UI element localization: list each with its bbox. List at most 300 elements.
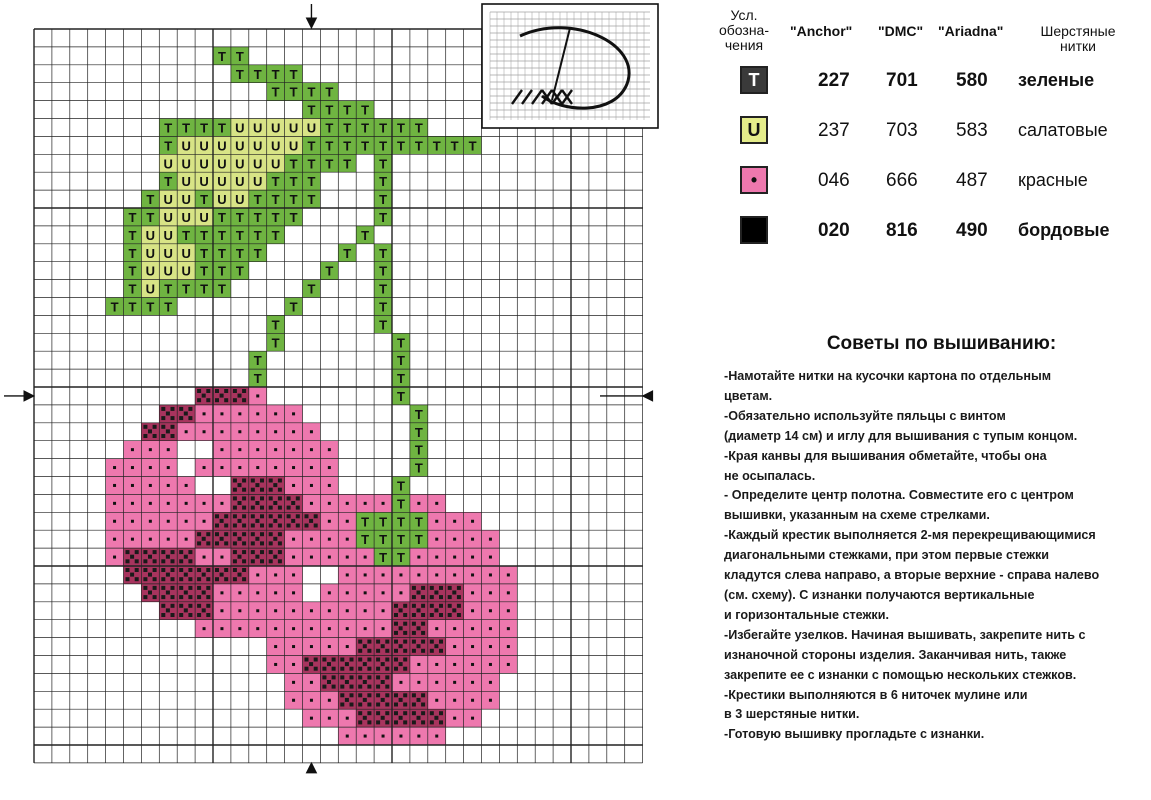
stitch-symbol-t: T — [128, 281, 137, 297]
stitch-dot — [382, 609, 385, 612]
tip-emphasis: пяльцы — [896, 408, 946, 423]
stitch-check — [367, 667, 371, 671]
stitch-dot — [453, 663, 456, 666]
stitch-symbol-u: U — [199, 138, 209, 154]
stitch-dot — [310, 430, 313, 433]
stitch-check — [358, 685, 362, 689]
stitch-symbol-t: T — [235, 227, 244, 243]
stitch-check — [233, 541, 237, 545]
stitch-check — [421, 604, 425, 608]
tip-text: - — [724, 408, 729, 423]
stitch-check — [179, 550, 183, 554]
stitch-dot — [346, 573, 349, 576]
stitch-dot — [471, 520, 474, 523]
stitch-dot — [346, 717, 349, 720]
stitch-check — [385, 720, 389, 724]
stitch-check — [233, 559, 237, 563]
stitch-check — [166, 573, 170, 577]
stitch-check — [439, 649, 443, 653]
stitch-check — [153, 577, 157, 581]
tip-text: закрепите ее с изнанки с помощью нескольких стежков. — [724, 667, 1077, 682]
stitch-dot — [453, 627, 456, 630]
legend-anchor-number: 020 — [818, 220, 850, 241]
legend-anchor-number: 237 — [818, 120, 850, 141]
stitch-check — [238, 519, 242, 523]
stitch-dot — [167, 448, 170, 451]
stitch-symbol-t: T — [379, 317, 388, 333]
tip-line — [724, 705, 1149, 725]
stitch-check — [314, 658, 318, 662]
stitch-dot — [131, 538, 134, 541]
stitch-check — [206, 568, 210, 572]
stitch-check — [417, 698, 421, 702]
stitch-symbol-t: T — [164, 281, 173, 297]
stitch-symbol-t: T — [235, 48, 244, 64]
stitch-check — [148, 555, 152, 559]
stitch-dot — [203, 520, 206, 523]
stitch-check — [273, 555, 277, 559]
stitch-check — [197, 532, 201, 536]
stitch-check — [269, 496, 273, 500]
stitch-check — [171, 568, 175, 572]
stitch-check — [161, 559, 165, 563]
stitch-dot — [328, 448, 331, 451]
stitch-symbol-u: U — [163, 245, 173, 261]
stitch-dot — [238, 448, 241, 451]
stitch-check — [367, 703, 371, 707]
stitch-check — [350, 685, 354, 689]
stitch-check — [251, 479, 255, 483]
stitch-check — [381, 716, 385, 720]
stitch-check — [417, 644, 421, 648]
stitch-dot — [203, 412, 206, 415]
stitch-check — [215, 541, 219, 545]
stitch-check — [251, 541, 255, 545]
stitch-symbol-u: U — [235, 120, 245, 136]
stitch-check — [322, 667, 326, 671]
stitch-check — [188, 568, 192, 572]
stitch-check — [242, 577, 246, 581]
stitch-check — [403, 720, 407, 724]
stitch-check — [381, 698, 385, 702]
legend-header-ariadna: "Ariadna" — [938, 23, 1004, 39]
stitch-check — [135, 577, 139, 581]
stitch-symbol-t: T — [325, 84, 334, 100]
stitch-symbol-t: T — [200, 120, 209, 136]
stitch-symbol-t: T — [289, 209, 298, 225]
stitch-check — [412, 693, 416, 697]
stitch-check — [215, 514, 219, 518]
tip-line — [724, 427, 1149, 447]
stitch-check — [296, 514, 300, 518]
stitch-check — [430, 595, 434, 599]
stitch-check — [269, 559, 273, 563]
stitch-check — [376, 675, 380, 679]
stitch-check — [278, 479, 282, 483]
stitch-check — [143, 586, 147, 590]
stitch-symbol-t: T — [343, 120, 352, 136]
stitch-check — [179, 416, 183, 420]
stitch-check — [233, 506, 237, 510]
stitch-dot — [310, 699, 313, 702]
stitch-check — [184, 555, 188, 559]
stitch-symbol-t: T — [379, 532, 388, 548]
stitch-symbol-t: T — [414, 460, 423, 476]
stitch-symbol-u: U — [306, 120, 317, 136]
stitch-dot — [435, 538, 438, 541]
stitch-dot — [417, 502, 420, 505]
stitch-check — [197, 398, 201, 402]
stitch-check — [161, 434, 165, 438]
stitch-check — [179, 559, 183, 563]
legend-ariadna-number: 580 — [956, 70, 988, 91]
stitch-check — [242, 506, 246, 510]
stitch-symbol-u: U — [199, 209, 209, 225]
legend-anchor-number: 227 — [818, 70, 850, 91]
stitch-check — [269, 514, 273, 518]
stitch-dot — [489, 591, 492, 594]
stitch-symbol-u: U — [235, 192, 245, 208]
stitch-dot — [328, 502, 331, 505]
stitch-symbol-t: T — [307, 174, 316, 190]
stitch-check — [457, 586, 461, 590]
stitch-dot — [238, 412, 241, 415]
stitch-check — [148, 591, 152, 595]
stitch-check — [153, 434, 157, 438]
stitch-check — [242, 541, 246, 545]
stitch-dot — [256, 591, 259, 594]
stitch-check — [421, 586, 425, 590]
stitch-dot — [435, 627, 438, 630]
stitch-check — [399, 626, 403, 630]
stitch-check — [287, 514, 291, 518]
stitch-check — [430, 613, 434, 617]
stitch-check — [197, 568, 201, 572]
stitch-check — [457, 604, 461, 608]
stitch-dot — [346, 645, 349, 648]
stitch-symbol-t: T — [271, 317, 280, 333]
stitch-check — [340, 693, 344, 697]
stitch-symbol-t: T — [414, 406, 423, 422]
tip-line — [724, 606, 1149, 626]
stitch-symbol-u: U — [181, 138, 191, 154]
stitch-check — [255, 501, 259, 505]
stitch-dot — [489, 681, 492, 684]
stitch-symbol-t: T — [289, 192, 298, 208]
stitch-symbol-t: T — [379, 209, 388, 225]
stitch-check — [296, 506, 300, 510]
stitch-check — [385, 667, 389, 671]
legend-dmc-number: 816 — [886, 220, 918, 241]
stitch-check — [161, 604, 165, 608]
stitch-check — [179, 586, 183, 590]
stitch-dot — [346, 591, 349, 594]
stitch-symbol-u: U — [253, 156, 263, 172]
stitch-check — [233, 389, 237, 393]
legend-row — [712, 62, 1142, 96]
stitch-dot — [292, 573, 295, 576]
tip-line — [724, 725, 1149, 745]
stitch-check — [278, 550, 282, 554]
stitch-check — [202, 591, 206, 595]
stitch-check — [188, 407, 192, 411]
stitch-check — [376, 640, 380, 644]
stitch-dot — [238, 591, 241, 594]
stitch-dot — [292, 430, 295, 433]
stitch-dot — [471, 681, 474, 684]
stitch-dot — [435, 681, 438, 684]
stitch-check — [148, 573, 152, 577]
stitch-check — [260, 506, 264, 510]
stitch-dot — [364, 502, 367, 505]
stitch-check — [143, 568, 147, 572]
stitch-check — [350, 693, 354, 697]
stitch-symbol-t: T — [271, 335, 280, 351]
stitch-symbol-t: T — [396, 371, 405, 387]
stitch-check — [197, 604, 201, 608]
stitch-check — [358, 640, 362, 644]
stitch-dot — [238, 466, 241, 469]
tip-text: используйте — [810, 408, 897, 423]
stitch-check — [197, 613, 201, 617]
stitch-check — [322, 658, 326, 662]
stitch-dot — [113, 502, 116, 505]
stitch-check — [412, 604, 416, 608]
stitch-check — [399, 698, 403, 702]
stitch-check — [215, 577, 219, 581]
stitch-check — [309, 519, 313, 523]
stitch-check — [403, 649, 407, 653]
stitch-check — [322, 685, 326, 689]
stitch-check — [269, 488, 273, 492]
stitch-check — [394, 658, 398, 662]
stitch-check — [242, 568, 246, 572]
tip-line — [724, 447, 1149, 467]
tip-line — [724, 686, 1149, 706]
stitch-check — [381, 680, 385, 684]
grid-lines — [34, 29, 643, 763]
stitch-dot — [453, 699, 456, 702]
stitch-check — [376, 685, 380, 689]
stitch-symbol-t: T — [271, 66, 280, 82]
stitch-check — [332, 685, 336, 689]
stitch-dot — [382, 627, 385, 630]
stitch-symbol-t: T — [396, 138, 405, 154]
stitch-check — [206, 586, 210, 590]
stitch-dot — [382, 591, 385, 594]
tip-line — [724, 506, 1149, 526]
stitch-check — [363, 644, 367, 648]
stitch-check — [457, 595, 461, 599]
stitch-dot — [203, 627, 206, 630]
stitch-dot — [292, 556, 295, 559]
stitch-dot — [292, 412, 295, 415]
stitch-check — [260, 532, 264, 536]
stitch-check — [197, 541, 201, 545]
stitch-check — [394, 622, 398, 626]
stitch-check — [332, 667, 336, 671]
stitch-symbol-t: T — [414, 442, 423, 458]
arrow-head-top — [306, 18, 316, 28]
stitch-symbol-u: U — [199, 174, 209, 190]
stitch-check — [394, 649, 398, 653]
stitch-dot — [167, 502, 170, 505]
stitch-symbol-t: T — [253, 192, 262, 208]
stitch-check — [260, 514, 264, 518]
stitch-check — [296, 524, 300, 528]
stitch-dot — [328, 717, 331, 720]
tip-line — [724, 586, 1149, 606]
stitch-check — [242, 488, 246, 492]
stitch-dot — [256, 448, 259, 451]
tip-text: -Каждый крестик выполняется 2-мя перекрещивающимися — [724, 528, 1096, 543]
stitch-check — [242, 496, 246, 500]
stitch-symbol-t: T — [396, 478, 405, 494]
stitch-dot — [489, 663, 492, 666]
legend-swatch: T — [740, 66, 768, 94]
tip-line — [724, 646, 1149, 666]
stitch-symbol-t: T — [396, 532, 405, 548]
tip-line — [724, 626, 1149, 646]
stitch-dot — [292, 663, 295, 666]
stitch-dot — [471, 591, 474, 594]
stitch-symbol-u: U — [181, 263, 191, 279]
stitch-dot — [435, 520, 438, 523]
stitch-dot — [131, 448, 134, 451]
stitch-dot — [274, 645, 277, 648]
stitch-dot — [292, 699, 295, 702]
stitch-symbol-u: U — [270, 156, 281, 172]
stitch-dot — [238, 609, 241, 612]
stitch-check — [260, 479, 264, 483]
stitch-dot — [346, 520, 349, 523]
stitch-dot — [507, 609, 510, 612]
stitch-check — [345, 662, 349, 666]
stitch-check — [448, 604, 452, 608]
stitch-symbol-t: T — [164, 174, 173, 190]
legend-wool-name: красные — [1018, 170, 1088, 190]
stitch-check — [233, 577, 237, 581]
stitch-dot — [292, 448, 295, 451]
stitch-check — [206, 613, 210, 617]
stitch-dot — [310, 627, 313, 630]
stitch-check — [412, 586, 416, 590]
tip-text: в — [724, 707, 736, 722]
stitch-symbol-t: T — [146, 192, 155, 208]
stitch-symbol-t: T — [325, 120, 334, 136]
stitch-check — [197, 586, 201, 590]
stitch-symbol-t: T — [289, 174, 298, 190]
stitch-symbol-t: T — [217, 263, 226, 279]
stitch-check — [367, 711, 371, 715]
stitch-symbol-u: U — [163, 263, 173, 279]
stitch-check — [233, 524, 237, 528]
stitch-check — [403, 613, 407, 617]
stitch-check — [434, 591, 438, 595]
legend-dmc-number: 666 — [886, 170, 918, 191]
stitch-check — [412, 622, 416, 626]
stitch-check — [171, 407, 175, 411]
tip-text: не осыпалась. — [724, 468, 816, 483]
stitch-dot — [399, 681, 402, 684]
stitch-dot — [489, 699, 492, 702]
stitch-symbol-t: T — [414, 532, 423, 548]
stitch-dot — [131, 520, 134, 523]
stitch-check — [153, 586, 157, 590]
stitch-symbol-u: U — [253, 174, 263, 190]
stitch-dot — [256, 430, 259, 433]
stitch-dot — [220, 466, 223, 469]
stitch-check — [448, 613, 452, 617]
stitch-check — [242, 550, 246, 554]
stitch-check — [238, 537, 242, 541]
stitch-dot — [453, 717, 456, 720]
stitch-dot — [364, 556, 367, 559]
stitch-check — [376, 649, 380, 653]
stitch-check — [179, 604, 183, 608]
stitch-check — [224, 398, 228, 402]
stitch-symbol-t: T — [289, 299, 298, 315]
legend-row — [712, 162, 1142, 196]
stitch-dot — [149, 448, 152, 451]
stitch-dot — [220, 412, 223, 415]
stitch-dot — [167, 520, 170, 523]
tip-line — [724, 526, 1149, 546]
stitch-check — [153, 425, 157, 429]
stitch-check — [403, 667, 407, 671]
stitch-dot — [274, 627, 277, 630]
stitch-dot — [310, 502, 313, 505]
stitch-check — [233, 496, 237, 500]
stitch-dot — [507, 591, 510, 594]
stitch-check — [399, 716, 403, 720]
stitch-symbol-t: T — [396, 550, 405, 566]
stitch-check — [385, 640, 389, 644]
stitch-dot — [328, 484, 331, 487]
stitch-check — [394, 711, 398, 715]
stitch-symbol-t: T — [217, 245, 226, 261]
stitch-dot — [489, 573, 492, 576]
stitch-dot — [292, 591, 295, 594]
stitch-symbol-u: U — [253, 120, 263, 136]
stitch-check — [184, 608, 188, 612]
stitch-symbol-u: U — [181, 209, 191, 225]
tip-line — [724, 407, 1149, 427]
stitch-dot — [238, 430, 241, 433]
stitch-symbol-t: T — [235, 263, 244, 279]
legend-ariadna-number: 583 — [956, 120, 988, 141]
stitch-check — [188, 595, 192, 599]
stitch-dot — [471, 556, 474, 559]
stitch-check — [376, 703, 380, 707]
stitch-check — [322, 675, 326, 679]
stitch-check — [242, 398, 246, 402]
legend-row — [712, 112, 1142, 146]
stitch-check — [273, 537, 277, 541]
tip-text: вышивки, указанным на схеме стрелками. — [724, 508, 990, 523]
stitch-dot — [220, 430, 223, 433]
stitch-check — [434, 644, 438, 648]
stitch-symbol-u: U — [270, 120, 281, 136]
stitch-symbol-t: T — [164, 138, 173, 154]
stitch-symbol-t: T — [361, 514, 370, 530]
stitch-check — [130, 573, 134, 577]
stitch-check — [412, 640, 416, 644]
stitch-dot — [292, 645, 295, 648]
stitch-dot — [149, 502, 152, 505]
stitch-dot — [274, 609, 277, 612]
stitch-check — [206, 577, 210, 581]
